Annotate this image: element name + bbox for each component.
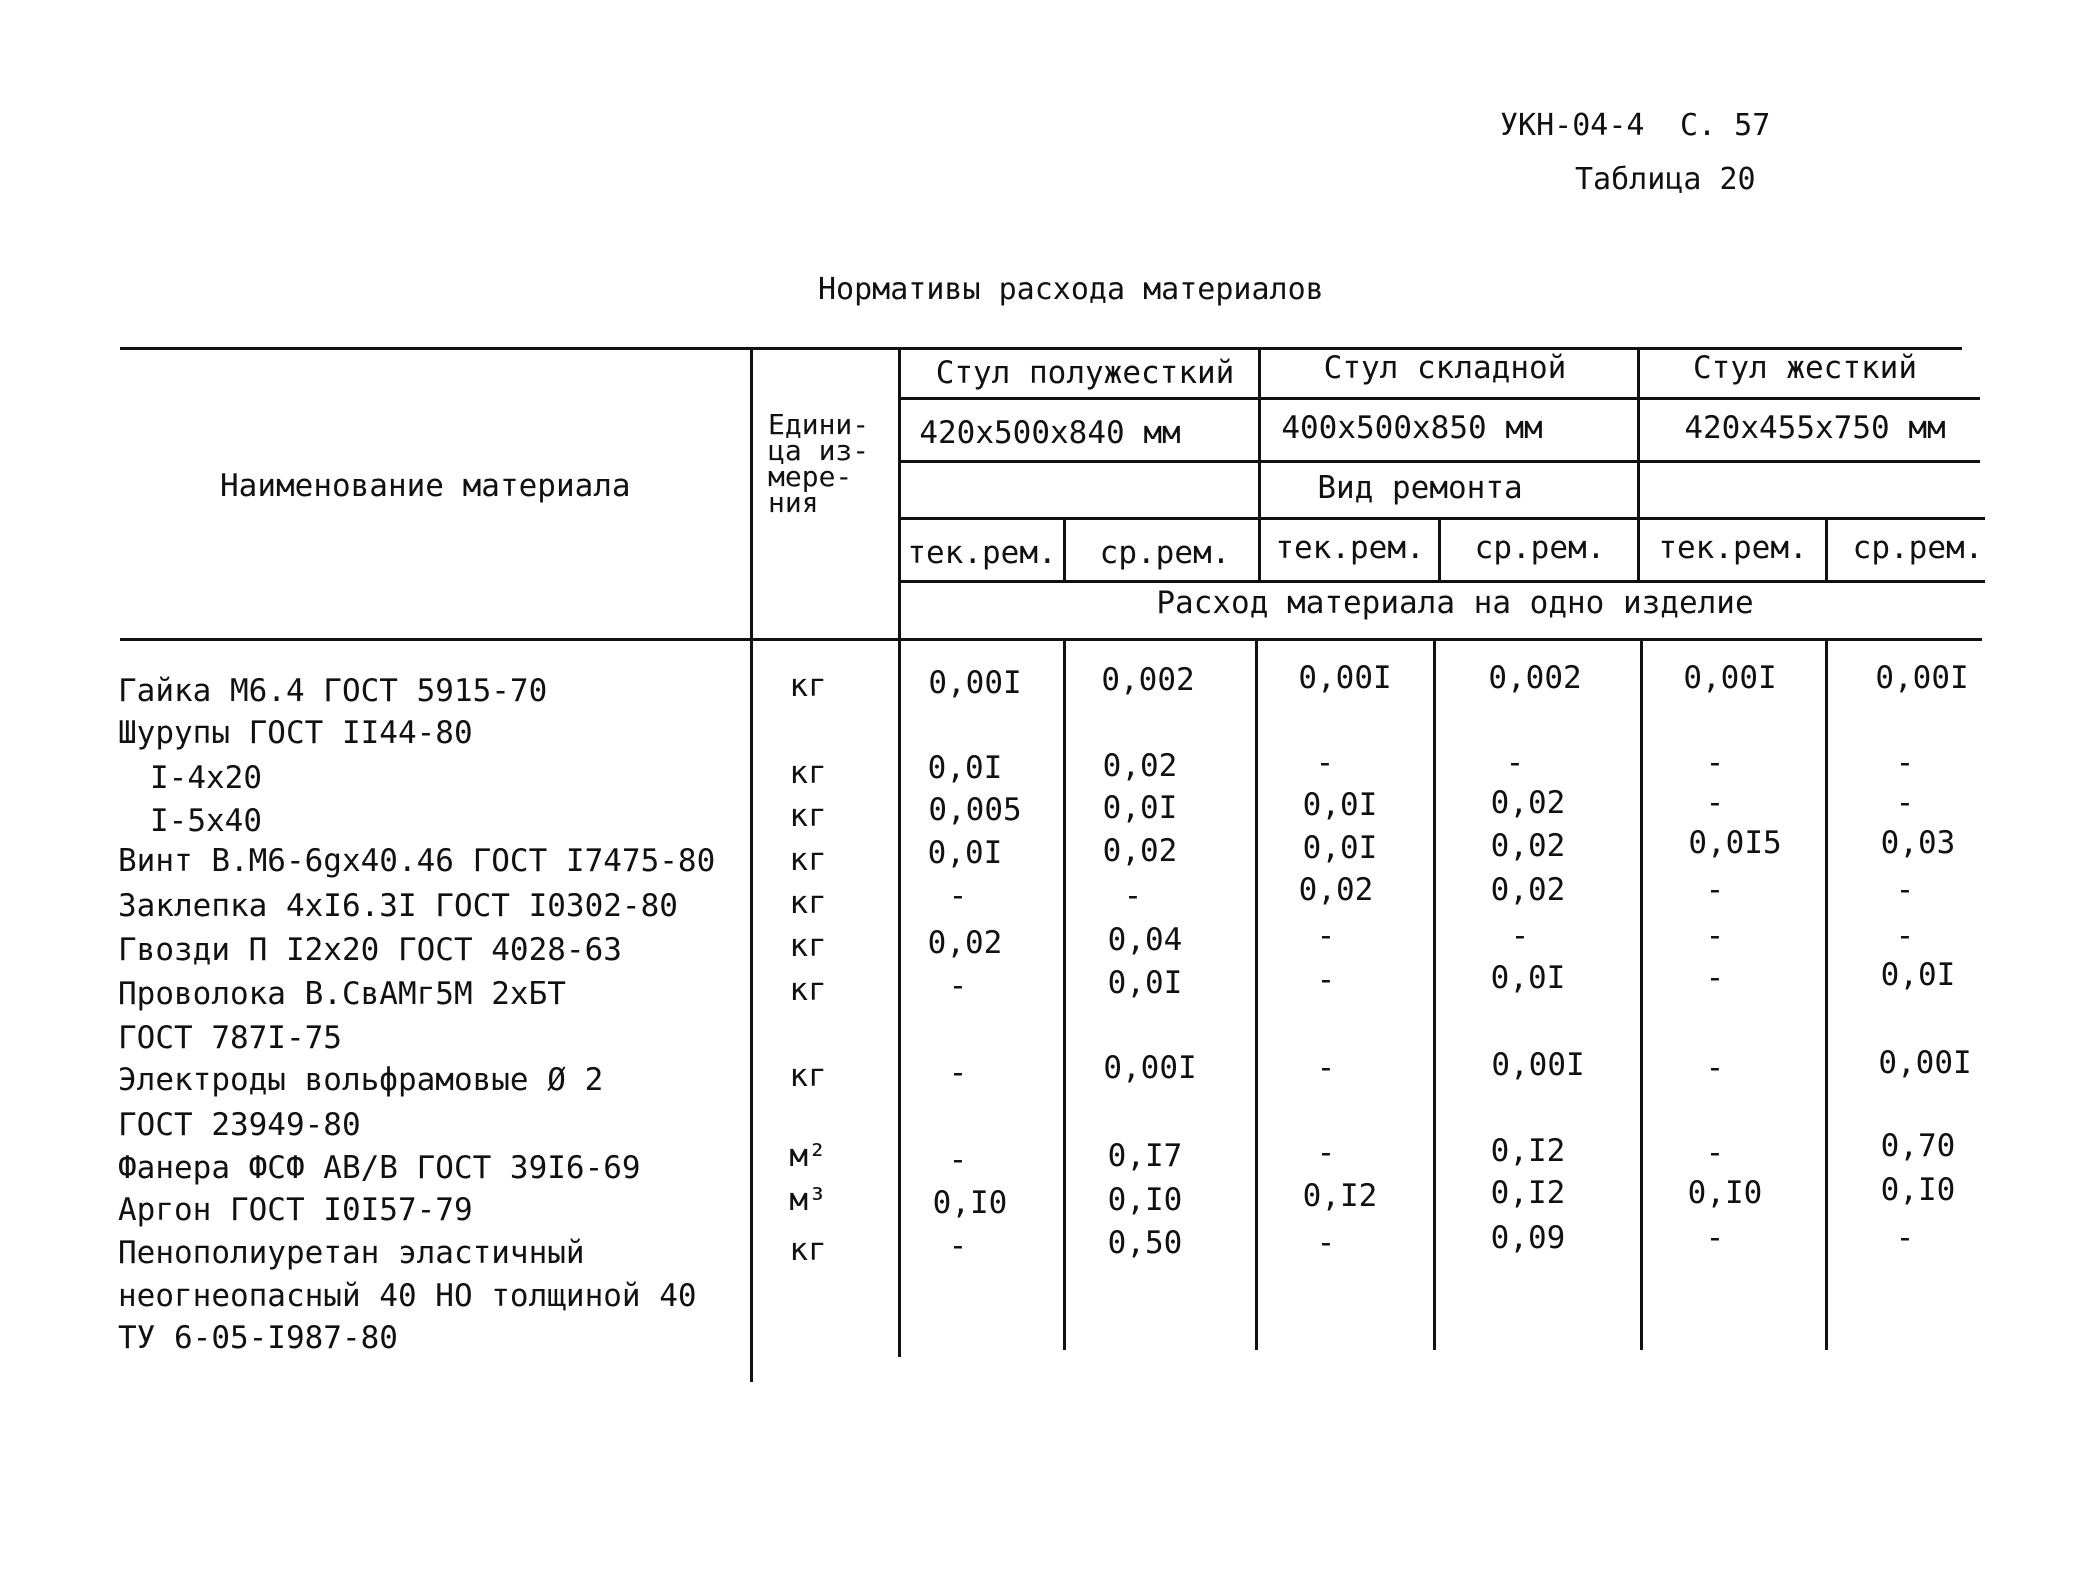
table-number: Таблица 20 [1575, 162, 1756, 197]
unit-data-divider [898, 347, 901, 1357]
material-name: I-4x20 [150, 760, 262, 796]
value-cell: - [1705, 918, 1725, 954]
value-cell: 0,02 [1490, 872, 1566, 908]
value-cell: - [1705, 1220, 1725, 1256]
value-cell: 0,00I [1103, 1050, 1197, 1086]
col-divider-1 [1063, 517, 1066, 582]
material-name: Проволока В.СвАМг5М 2хБТ [118, 976, 566, 1012]
value-cell: 0,04 [1107, 922, 1183, 958]
material-name: Гвозди П I2x20 ГОСТ 4028-63 [118, 932, 622, 968]
material-name: Гайка М6.4 ГОСТ 5915-70 [118, 673, 548, 709]
repair-type: тек.рем. [1658, 530, 1808, 566]
value-cell: - [1316, 1135, 1336, 1171]
value-cell: 0,02 [1102, 833, 1178, 869]
col-divider-1-body [1063, 640, 1066, 1350]
value-cell: 0,02 [1298, 872, 1374, 908]
value-cell: 0,02 [1490, 785, 1566, 821]
value-cell: - [1705, 872, 1725, 908]
col-divider-2 [1258, 347, 1261, 582]
material-name: Фанера ФСФ АВ/В ГОСТ 39I6-69 [118, 1150, 641, 1186]
table-top-border [120, 347, 1962, 350]
value-cell: - [948, 1228, 968, 1264]
product-name: Стул жесткий [1693, 350, 1917, 386]
column-header-unit [768, 408, 870, 519]
unit-cell: м² [789, 1138, 827, 1174]
value-cell: 0,0I [1302, 787, 1378, 823]
value-cell: 0,0I [1107, 965, 1183, 1001]
value-cell: - [948, 1142, 968, 1178]
unit-cell: кг [789, 798, 827, 834]
value-cell: - [1705, 1135, 1725, 1171]
value-cell: - [1505, 745, 1525, 781]
value-cell: 0,0I [927, 835, 1003, 871]
value-cell: - [948, 968, 968, 1004]
value-cell: 0,I0 [1687, 1175, 1763, 1211]
value-cell: 0,00I [1878, 1045, 1972, 1081]
value-cell: 0,I2 [1490, 1133, 1566, 1169]
value-cell: - [948, 878, 968, 914]
product-name-divider [900, 397, 1980, 400]
product-size: 420x500x840 мм [919, 415, 1181, 451]
col-divider-4 [1637, 347, 1640, 582]
material-name: Аргон ГОСТ I0I57-79 [118, 1192, 473, 1228]
col-divider-4-body [1640, 640, 1643, 1350]
value-cell: - [1316, 1050, 1336, 1086]
product-name: Стул складной [1323, 350, 1567, 386]
unit-cell: кг [789, 1232, 827, 1268]
material-name: ГОСТ 787I-75 [118, 1020, 342, 1056]
value-cell: - [1895, 1220, 1915, 1256]
value-cell: 0,002 [1488, 660, 1582, 696]
value-cell: 0,I7 [1107, 1138, 1183, 1174]
value-cell: 0,03 [1880, 825, 1956, 861]
value-cell: 0,00I [1298, 660, 1392, 696]
value-cell: 0,I2 [1490, 1175, 1566, 1211]
repair-kind-header: Вид ремонта [1317, 470, 1523, 506]
value-cell: 0,I0 [1107, 1182, 1183, 1218]
repair-type: ср.рем. [1852, 530, 1984, 566]
material-name: Пенополиуретан эластичный [118, 1235, 585, 1271]
material-name: Шурупы ГОСТ II44-80 [118, 715, 473, 751]
value-cell: 0,I0 [1880, 1172, 1956, 1208]
value-cell: - [1315, 745, 1335, 781]
header-bottom-border [120, 638, 1982, 641]
unit-cell: м³ [789, 1182, 827, 1218]
repair-type: ср.рем. [1099, 535, 1231, 571]
value-cell: - [1123, 878, 1143, 914]
product-size-divider [900, 460, 1980, 463]
value-cell: 0,00I [1491, 1047, 1585, 1083]
repair-type: тек.рем. [1275, 530, 1425, 566]
value-cell: 0,00I [1683, 660, 1777, 696]
material-name: ТУ 6-05-I987-80 [118, 1320, 398, 1356]
value-cell: 0,0I5 [1688, 825, 1782, 861]
unit-cell: кг [789, 668, 827, 704]
material-name: Заклепка 4xI6.3I ГОСТ I0302-80 [118, 888, 678, 924]
material-name: Винт В.М6-6gx40.46 ГОСТ I7475-80 [118, 843, 716, 879]
value-cell: - [1895, 785, 1915, 821]
value-cell: 0,02 [927, 925, 1003, 961]
col-divider-5 [1825, 517, 1828, 582]
value-cell: 0,I0 [932, 1185, 1008, 1221]
unit-cell: кг [789, 928, 827, 964]
table-title: Нормативы расхода материалов [818, 272, 1324, 307]
column-header-material: Наименование материала [220, 468, 631, 504]
value-cell: - [1316, 962, 1336, 998]
material-name: неогнеопасный 40 НО толщиной 40 [118, 1278, 697, 1314]
value-cell: - [948, 1055, 968, 1091]
value-cell: - [1316, 1225, 1336, 1261]
unit-cell: кг [789, 842, 827, 878]
value-cell: 0,0I [1490, 960, 1566, 996]
material-name: Электроды вольфрамовые Ø 2 [118, 1062, 604, 1098]
document-code: УКН-04-4 [1500, 108, 1645, 143]
value-cell: 0,00I [928, 665, 1022, 701]
product-size: 420x455x750 мм [1684, 410, 1946, 446]
unit-cell: кг [789, 885, 827, 921]
value-cell: 0,70 [1880, 1128, 1956, 1164]
value-cell: 0,I2 [1302, 1178, 1378, 1214]
unit-header-line: Едини- [768, 408, 870, 441]
page-number: С. 57 [1680, 108, 1771, 143]
col-divider-5-body [1825, 640, 1828, 1350]
consumption-header: Расход материала на одно изделие [1156, 585, 1754, 621]
material-name: ГОСТ 23949-80 [118, 1107, 361, 1143]
unit-header-line: ца из- [768, 434, 870, 467]
value-cell: 0,0I [927, 750, 1003, 786]
unit-cell: кг [789, 1058, 827, 1094]
material-name: I-5x40 [150, 803, 262, 839]
value-cell: 0,09 [1490, 1220, 1566, 1256]
value-cell: - [1705, 785, 1725, 821]
value-cell: 0,002 [1101, 662, 1195, 698]
value-cell: 0,005 [928, 792, 1022, 828]
unit-header-line: ния [768, 486, 819, 519]
value-cell: - [1895, 745, 1915, 781]
value-cell: 0,0I [1880, 957, 1956, 993]
value-cell: - [1895, 872, 1915, 908]
value-cell: 0,0I [1102, 790, 1178, 826]
product-name: Стул полужесткий [935, 355, 1235, 391]
name-unit-divider [750, 347, 753, 1382]
col-divider-2-body [1255, 640, 1258, 1350]
value-cell: - [1705, 960, 1725, 996]
value-cell: - [1705, 1050, 1725, 1086]
value-cell: 0,50 [1107, 1225, 1183, 1261]
value-cell: - [1705, 745, 1725, 781]
unit-cell: кг [789, 755, 827, 791]
value-cell: 0,00I [1875, 660, 1969, 696]
product-size: 400x500x850 мм [1281, 410, 1543, 446]
unit-cell: кг [789, 972, 827, 1008]
value-cell: - [1510, 918, 1530, 954]
repair-type: тек.рем. [907, 535, 1057, 571]
repair-type: ср.рем. [1474, 530, 1606, 566]
value-cell: - [1316, 918, 1336, 954]
value-cell: - [1895, 918, 1915, 954]
value-cell: 0,0I [1302, 830, 1378, 866]
value-cell: 0,02 [1102, 748, 1178, 784]
col-divider-3-body [1433, 640, 1436, 1350]
value-cell: 0,02 [1490, 828, 1566, 864]
col-divider-3 [1438, 517, 1441, 582]
unit-header-line: мере- [768, 460, 853, 493]
